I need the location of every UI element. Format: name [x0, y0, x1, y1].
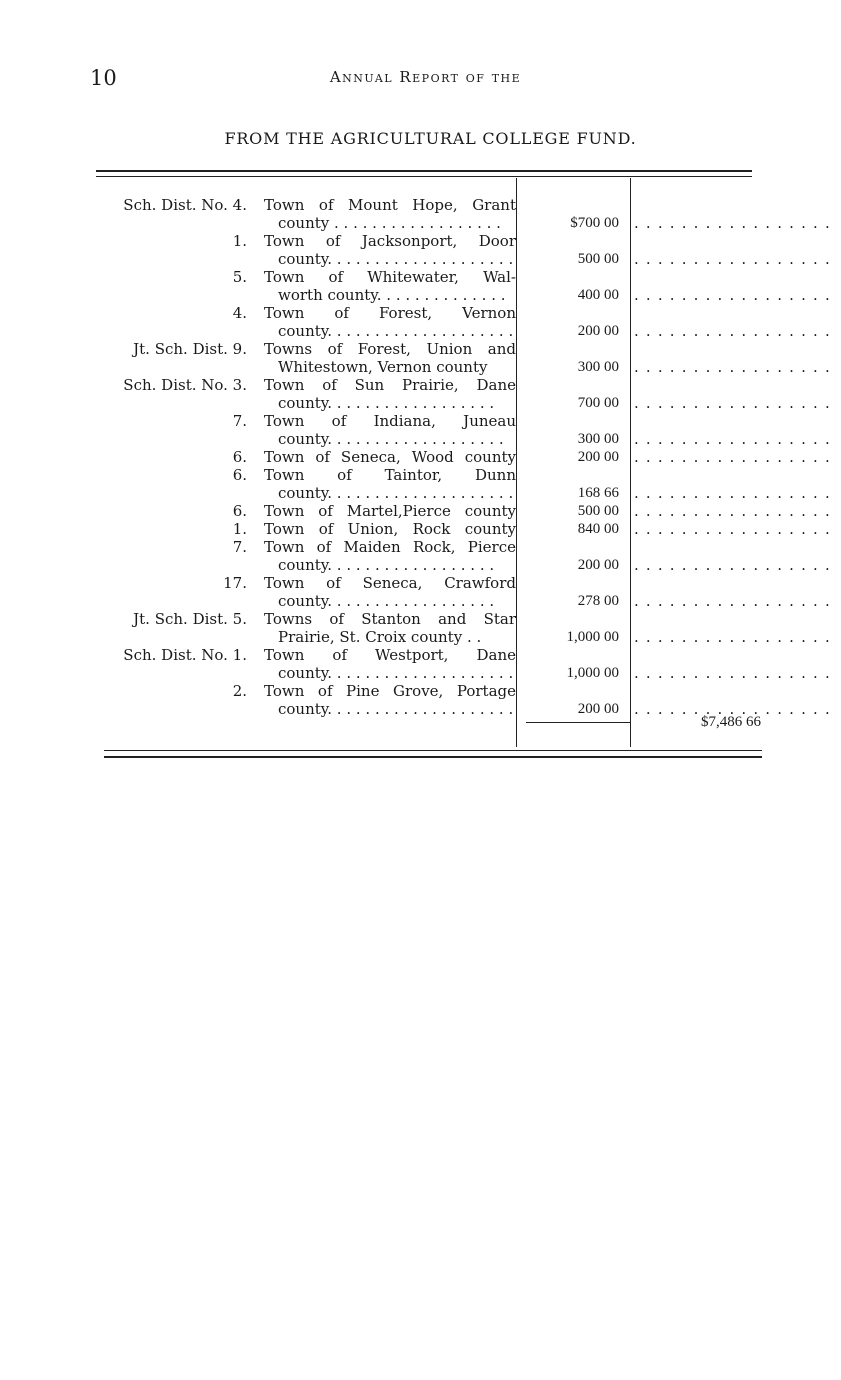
- amount-value: 500 00: [577, 251, 619, 267]
- bottom-rule-thick: [104, 756, 762, 758]
- town-description: Town of Union, Rock county: [264, 520, 516, 538]
- dot-leader: . . . . . . . . . . . . . . . . .: [634, 448, 831, 466]
- amount-value: 300 00: [577, 359, 619, 375]
- town-description: worth county. . . . . . . . . . . . . .: [278, 286, 506, 304]
- town-description: county. . . . . . . . . . . . . . . . . .: [278, 394, 495, 412]
- town-description: Towns of Forest, Union and: [264, 340, 516, 358]
- dot-leader: . . . . . . . . . . . . . . . . .: [634, 628, 831, 646]
- column-divider-1: [516, 178, 517, 747]
- town-description: county. . . . . . . . . . . . . . . . . . . .: [278, 700, 514, 718]
- amount-sum-rule: [526, 722, 630, 723]
- town-description: Town of Forest, Vernon: [264, 304, 516, 322]
- dot-leader: . . . . . . . . . . . . . . . . .: [634, 664, 831, 682]
- town-description: county. . . . . . . . . . . . . . . . . . .: [278, 430, 504, 448]
- town-description: Town of Pine Grove, Portage: [264, 682, 516, 700]
- dot-leader: . . . . . . . . . . . . . . . . .: [634, 250, 831, 268]
- district-label: 5.: [232, 268, 247, 286]
- amount-value: 1,000 00: [566, 629, 619, 645]
- amount-value: 200 00: [577, 557, 619, 573]
- top-rule-thin: [96, 176, 752, 177]
- town-description: county. . . . . . . . . . . . . . . . . .: [278, 592, 495, 610]
- dot-leader: . . . . . . . . . . . . . . . . .: [634, 322, 831, 340]
- amount-value: 700 00: [577, 395, 619, 411]
- town-description: Town of Whitewater, Wal-: [264, 268, 516, 286]
- amount-value: 500 00: [577, 503, 619, 519]
- section-title: FROM THE AGRICULTURAL COLLEGE FUND.: [224, 129, 637, 148]
- dot-leader: . . . . . . . . . . . . . . . . .: [634, 520, 831, 538]
- town-description: Town of Seneca, Wood county: [264, 448, 516, 466]
- top-rule-thick: [96, 170, 752, 172]
- town-description: Town of Sun Prairie, Dane: [264, 376, 516, 394]
- amount-value: 200 00: [577, 701, 619, 717]
- dot-leader: . . . . . . . . . . . . . . . . .: [634, 700, 831, 718]
- town-description: Prairie, St. Croix county . .: [278, 628, 482, 646]
- dot-leader: . . . . . . . . . . . . . . . . .: [634, 358, 831, 376]
- district-label: Sch. Dist. No. 1.: [123, 646, 247, 664]
- town-description: county. . . . . . . . . . . . . . . . . . . .: [278, 484, 514, 502]
- dot-leader: . . . . . . . . . . . . . . . . .: [634, 592, 831, 610]
- town-description: county. . . . . . . . . . . . . . . . . . . .: [278, 250, 514, 268]
- town-description: Town of Mount Hope, Grant: [264, 196, 516, 214]
- dot-leader: . . . . . . . . . . . . . . . . .: [634, 430, 831, 448]
- town-description: county. . . . . . . . . . . . . . . . . .: [278, 556, 495, 574]
- district-label: 7.: [232, 538, 247, 556]
- bottom-rule-thin: [104, 750, 762, 751]
- district-label: 6.: [232, 466, 247, 484]
- town-description: county. . . . . . . . . . . . . . . . . . . .: [278, 664, 514, 682]
- district-label: Sch. Dist. No. 4.: [123, 196, 247, 214]
- amount-value: 278 00: [577, 593, 619, 609]
- page-number: 10: [90, 66, 117, 90]
- town-description: Town of Martel,Pierce county: [264, 502, 516, 520]
- dot-leader: . . . . . . . . . . . . . . . . .: [634, 394, 831, 412]
- town-description: Town of Westport, Dane: [264, 646, 516, 664]
- dot-leader: . . . . . . . . . . . . . . . . .: [634, 502, 831, 520]
- district-label: Sch. Dist. No. 3.: [123, 376, 247, 394]
- grand-total: $7,486 66: [701, 714, 761, 730]
- district-label: 6.: [232, 502, 247, 520]
- dot-leader: . . . . . . . . . . . . . . . . .: [634, 214, 831, 232]
- town-description: Town of Jacksonport, Door: [264, 232, 516, 250]
- amount-value: 400 00: [577, 287, 619, 303]
- district-label: 4.: [232, 304, 247, 322]
- dot-leader: . . . . . . . . . . . . . . . . .: [634, 556, 831, 574]
- district-label: 1.: [232, 520, 247, 538]
- district-label: 1.: [232, 232, 247, 250]
- amount-value: 840 00: [577, 521, 619, 537]
- district-label: Jt. Sch. Dist. 5.: [133, 610, 247, 628]
- amount-value: 200 00: [577, 449, 619, 465]
- column-divider-2: [630, 178, 631, 747]
- district-label: 2.: [232, 682, 247, 700]
- district-label: 6.: [232, 448, 247, 466]
- amount-value: 1,000 00: [566, 665, 619, 681]
- dot-leader: . . . . . . . . . . . . . . . . .: [634, 484, 831, 502]
- running-head: Annual Report of the: [329, 68, 522, 86]
- town-description: county . . . . . . . . . . . . . . . . . .: [278, 214, 501, 232]
- town-description: Whitestown, Vernon county: [278, 358, 488, 376]
- amount-value: $700 00: [570, 215, 619, 231]
- district-label: Jt. Sch. Dist. 9.: [133, 340, 247, 358]
- town-description: Town of Indiana, Juneau: [264, 412, 516, 430]
- town-description: Towns of Stanton and Star: [264, 610, 516, 628]
- dot-leader: . . . . . . . . . . . . . . . . .: [634, 286, 831, 304]
- town-description: Town of Taintor, Dunn: [264, 466, 516, 484]
- town-description: county. . . . . . . . . . . . . . . . . . . .: [278, 322, 514, 340]
- town-description: Town of Maiden Rock, Pierce: [264, 538, 516, 556]
- district-label: 17.: [223, 574, 247, 592]
- district-label: 7.: [232, 412, 247, 430]
- amount-value: 200 00: [577, 323, 619, 339]
- amount-value: 168 66: [577, 485, 619, 501]
- amount-value: 300 00: [577, 431, 619, 447]
- town-description: Town of Seneca, Crawford: [264, 574, 516, 592]
